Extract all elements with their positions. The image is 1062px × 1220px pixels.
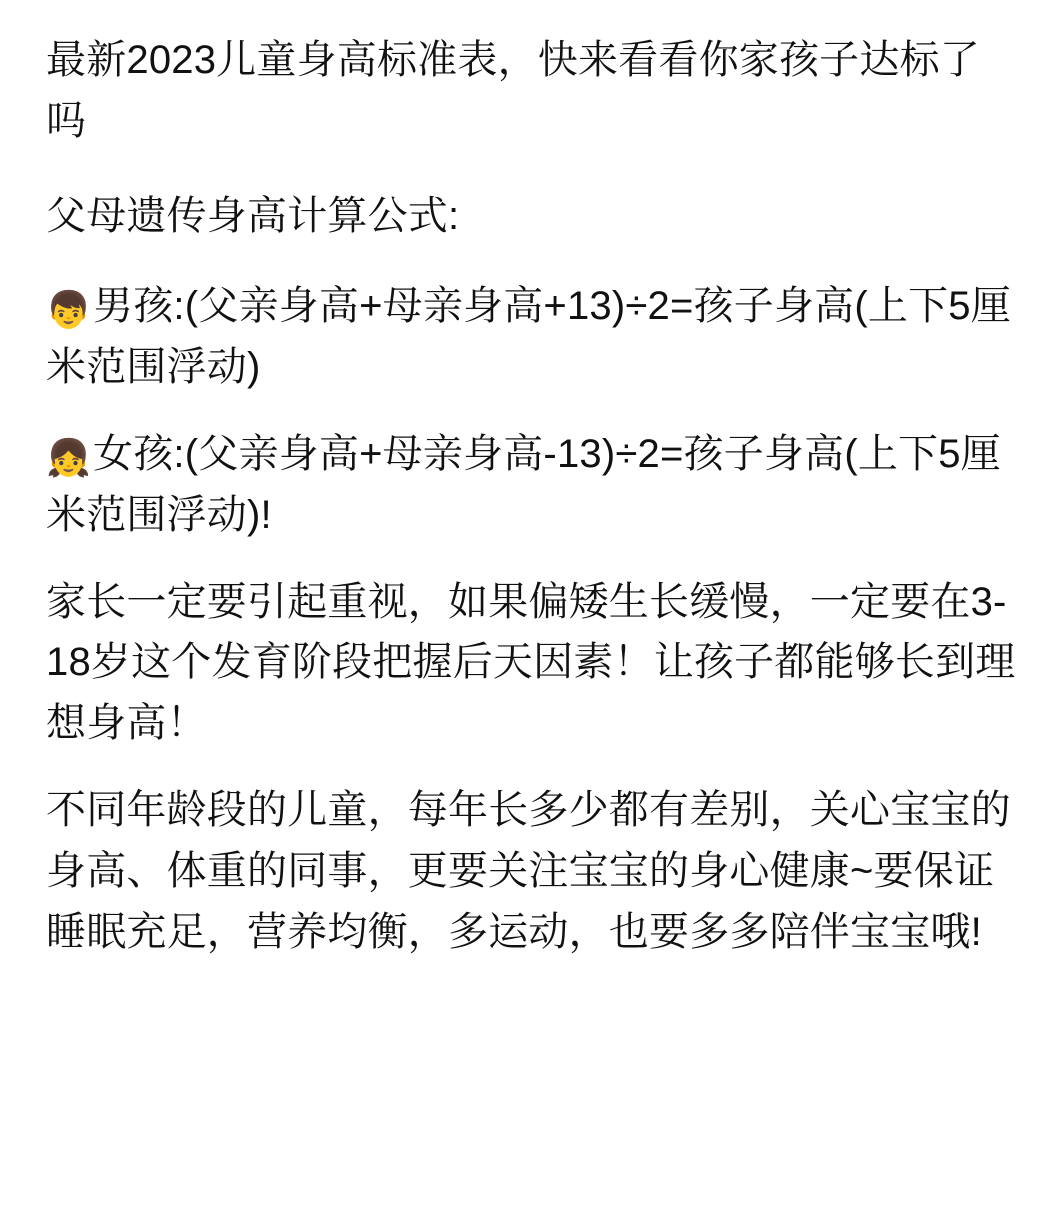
boy-formula-paragraph <box>46 276 1016 398</box>
advice-parents-paragraph: 家长一定要引起重视，如果偏矮生长缓慢，一定要在3-18岁这个发育阶段把握后天因素！让孩子都能够长到理想身高！ <box>46 579 1016 746</box>
girl-formula-paragraph <box>46 424 1016 546</box>
girl-face-emoji: 👧 <box>46 437 92 479</box>
boy-formula-text: 男孩:(父亲身高+母亲身高+13)÷2=孩子身高(上下5厘米范围浮动) <box>46 284 1011 390</box>
girl-formula-text: 女孩:(父亲身高+母亲身高-13)÷2=孩子身高(上下5厘米范围浮动)! <box>46 431 1001 537</box>
formula-heading: 父母遗传身高计算公式: <box>46 193 460 238</box>
article-title: 最新2023儿童身高标准表，快来看看你家孩子达标了吗 <box>46 38 980 143</box>
boy-face-emoji: 👦 <box>46 290 92 332</box>
advice-growth-paragraph: 不同年龄段的儿童，每年长多少都有差别，关心宝宝的身高、体重的同事，更要关注宝宝的身心健康~要保证睡眠充足，营养均衡，多运动，也要多多陪伴宝宝哦! <box>46 787 1011 954</box>
